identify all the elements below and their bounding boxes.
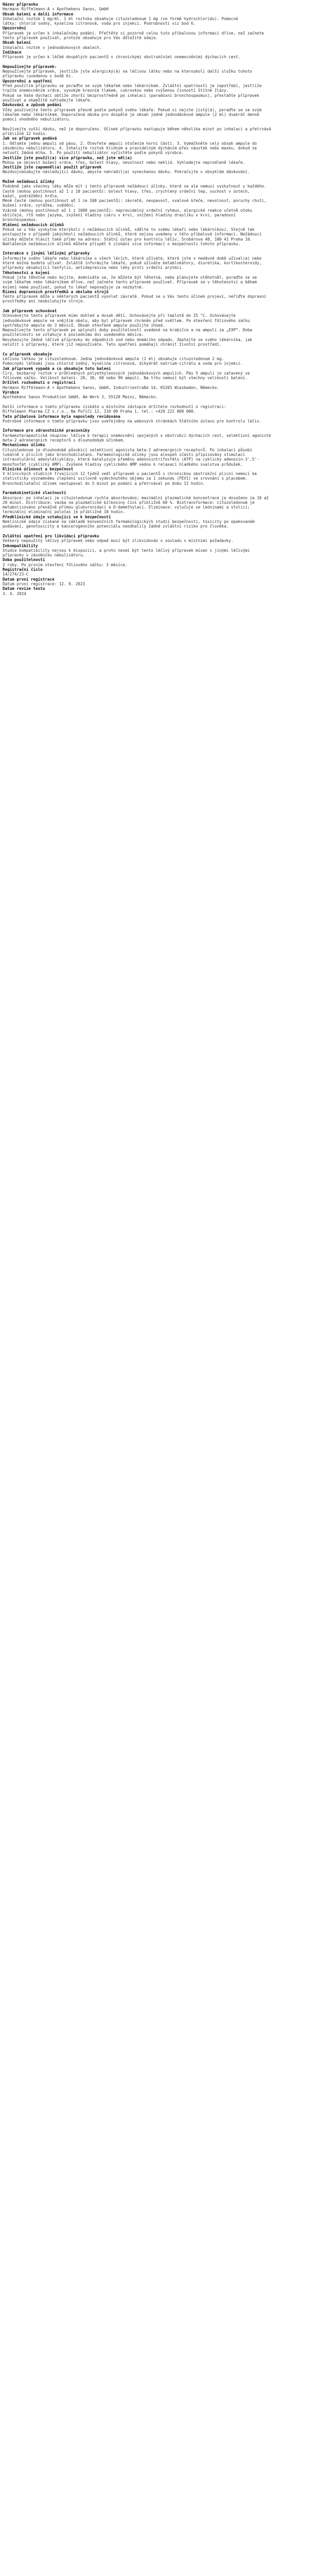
text-line: Uchovávejte tento přípravek mimo dohled a dosah dětí. Uchovávejte při teplotě do 25 °C. Uchovávejte: [3, 313, 236, 318]
blank-line: [3, 122, 306, 126]
blank-line: [3, 347, 306, 351]
text-line: jednodávkové ampule ve vnějším obalu, aby byl přípravek chráněn před světlem. Po otevření fóliového sáčku: [3, 318, 250, 323]
text-line: svým lékařem nebo lékárníkem dříve, než začnete tento přípravek používat. Přípravek se v těhotenství a během: [3, 280, 257, 285]
section-heading: Upozornění: [3, 26, 26, 31]
blank-line: [3, 246, 306, 251]
text-line: tento přípravek používat, protože obsahuje pro Vás důležité údaje.: [3, 36, 158, 41]
text-line: Před použitím přípravku se poraďte se svým lékařem nebo lékárníkem. Zvláštní opatrnosti je zapotřebí, jestliže: [3, 83, 262, 89]
leaflet-document: [0, 0, 309, 596]
text-line: Inhalační roztok 1 mg/ml. 1 ml roztoku obsahuje cituzoledonum 1 mg (ve formě hydrochloridu). Pomocné: [3, 16, 238, 21]
text-line: Hermann Riffelmann-A + Apothekens Sanos, GmbH, Industriestraße 14, 65203 Wiesbaden, Německo.: [3, 385, 219, 390]
text-line: přípravky v zásobníku nebulizátoru.: [3, 553, 85, 558]
section-heading: Zvláštní opatření pro likvidaci přípravku: [3, 533, 99, 538]
text-line: zásobníku nebulizátoru. 4. Inhalujte roztok klidným a pravidelným dýcháním přes náustek nebo masku, dokud se: [3, 145, 257, 150]
section-heading: Interakce s jinými léčivými přípravky: [3, 251, 90, 256]
text-line: Další informace o tomto přípravku získáte u místního zástupce držitele rozhodnutí o registraci:: [3, 404, 227, 409]
text-line: používat a okamžitě vyhledejte lékaře.: [3, 97, 92, 103]
text-line: monofosfát (cyklický AMP). Zvýšené hladiny cyklického AMP vedou k relaxaci hladkého svalstva průdušek.: [3, 462, 243, 467]
text-line: postupujte v případě jakýchkoli nežádoucích účinků, které nejsou uvedeny v této příbalové informaci. Nežádoucí: [3, 232, 262, 237]
blank-line: [3, 486, 306, 490]
section-heading: Upozornění a opatření: [3, 78, 53, 83]
text-line: kojení nemá používat, pokud to lékař nepovažuje za nezbytné.: [3, 284, 144, 290]
section-heading: Jak přípravek vypadá a co obsahuje toto balení: [3, 366, 111, 371]
blank-line: [3, 60, 306, 64]
section-heading: Klinická účinnost a bezpečnost: [3, 466, 74, 471]
text-line: účinky můžete hlásit také přímo na adresu: Státní ústav pro kontrolu léčiv, Šrobárova 48, 100 41 Praha 10.: [3, 236, 252, 242]
blank-line: [3, 304, 306, 309]
section-heading: Co přípravek obsahuje: [3, 351, 53, 357]
text-line: bronchospasmus.: [3, 217, 38, 223]
text-line: Pokud jste těhotná nebo kojíte, domníváte se, že můžete být těhotná, nebo plánujete otěhotnět, poraďte se se: [3, 275, 257, 280]
text-line: terminální eliminační poločas je přibližně 10 hodin.: [3, 510, 125, 515]
section-heading: Předklinické údaje vztahující se k bezpečnosti: [3, 514, 111, 519]
text-line: Nevyhazujte žádné léčivé přípravky do odpadních vod nebo domácího odpadu. Zeptejte se svého lékárníka, jak: [3, 337, 252, 342]
text-line: Tento přípravek může u některých pacientů vyvolat závratě. Pokud se u Vás tento účinek projeví, neřiďte dopravní: [3, 294, 267, 299]
section-heading: Těhotenství a kojení: [3, 270, 50, 275]
text-line: Pomocnými látkami jsou chlorid sodný, kyselina citronová, dihydrát natrium-citrátu a voda pro injekci.: [3, 361, 243, 366]
text-line: metabolizováno převážně přímou glukuronidací a O-demethylací. Eliminace: vylučuje se ledvinami a stolicí;: [3, 505, 250, 510]
text-line: bušení srdce, vyrážka, svědění.: [3, 203, 76, 208]
text-line: látky: chlorid sodný, kyselina citronová, voda pro injekci. Podrobnosti viz bod 6.: [3, 21, 196, 26]
text-line: Léčivou látkou je cituzoledonum. Jedna jednodávková ampule (2 ml) obsahuje cituzoledonum 2 mg.: [3, 356, 224, 361]
text-line: 20 minut. Distribuce: vazba na plazmatické bílkoviny činí přibližně 60 %. Biotransformace: cituzoledonum je: [3, 500, 255, 505]
text-line: Vzácné (mohou postihnout až 1 z 1000 pacientů): nepravidelný srdeční rytmus, alergické reakce včetně otoku: [3, 208, 252, 213]
text-line: Časté (mohou postihnout až 1 z 10 pacientů): bolest hlavy, třes, zrychlený srdeční tep, suchost v ústech,: [3, 189, 250, 194]
text-line: V klinických studiích trvajících 12 týdnů vedl přípravek u pacientů s chronickou obstrukční plicní nemocí ke: [3, 471, 257, 477]
text-line: netvoří žádná mlha. 5. Po použití nebulizátor vyčistěte podle pokynů výrobce.: [3, 150, 184, 156]
blank-line: [3, 529, 306, 534]
text-line: intracelulární adenylátcyklázy, která katalyzuje přeměnu adenosintrifosfátu (ATP) na cyklický adenosin-3',5'-: [3, 457, 260, 462]
text-line: statisticky významnému zlepšení usilovně vydechnutého objemu za 1 sekundu (FEV1) ve srovnání s placebem.: [3, 476, 248, 481]
section-heading: Jestliže jste použil(a) více přípravku, než jste měl(a): [3, 155, 132, 160]
text-line: Studie kompatibility nejsou k dispozici, a proto nesmí být tento léčivý přípravek mísen s jinými léčivými: [3, 548, 250, 553]
text-line: přípravku (uvedenou v bodě 6).: [3, 74, 74, 79]
section-heading: Jak se přípravek podává: [3, 136, 57, 141]
text-line: Neklinické údaje získané na základě konvenčních farmakologických studií bezpečnosti, toxicity po opakovaném: [3, 519, 255, 524]
text-line: Nezdvojnásobujte následující dávku, abyste nahradil(a) vynechanou dávku. Pokračujte v obvyklém dávkování.: [3, 170, 250, 175]
text-line: beta-2 adrenergních receptorů s dlouhodobým účinkem.: [3, 438, 125, 443]
text-line: Přípravek je určen k léčbě dospělých pacientů s chronickými obstrukčními onemocněními dýchacích cest.: [3, 55, 241, 60]
text-line: 3. 4. 2024: [3, 591, 26, 596]
section-heading: Nepoužívejte přípravek:: [3, 64, 57, 69]
blank-line: [3, 423, 306, 428]
text-line: Přípravek je určen k inhalačnímu podání. Přečtěte si pozorně celou tuto příbalovou informaci dříve, než začnete: [3, 30, 264, 36]
text-line: fóliovém sáčku. Velikost balení: 20, 30, 60 nebo 90 ampulí. Na trhu nemusí být všechny velikosti balení.: [3, 376, 248, 381]
text-line: použitelnosti se vztahuje k poslednímu dni uvedeného měsíce.: [3, 332, 144, 337]
section-heading: Tato příbalová informace byla naposledy revidována: [3, 414, 121, 419]
text-line: Neužívejte vyšší dávku, než je doporučeno. Účinek přípravku nastupuje během několika minut po inhalaci a přetrvává: [3, 126, 271, 131]
section-heading: Držitel rozhodnutí o registraci: [3, 380, 76, 385]
text-line: Podrobné informace o tomto přípravku jsou uveřejněny na webových stránkách Státního ústavu pro kontrolu léčiv.: [3, 418, 262, 423]
text-line: lokálně v plicích jako bronchodilatans. Farmakologické účinky jsou alespoň zčásti připisovány stimulaci: [3, 452, 245, 457]
text-line: Bronchodilatační účinek nastupoval do 5 minut po podání a přetrvával po dobu 12 hodin.: [3, 481, 205, 486]
section-heading: Jestliže jste zapomněl(a) použít přípravek: [3, 165, 102, 170]
text-line: Apothekens Sanos Produktion GmbH, Am Werk 3, 55120 Mainz, Německo.: [3, 395, 158, 400]
text-line: Riffelmann Pharma CZ s.r.o., Na Poříčí 12, 110 00 Praha 1, tel.: +420 222 000 000.: [3, 409, 196, 414]
text-line: přípravky obsahující teofylin, antidepresiva nebo léky proti srdeční arytmii.: [3, 265, 184, 270]
text-line: prostředky ani neobsluhujte stroje.: [3, 299, 85, 304]
text-line: Podobně jako všechny léky může mít i tento přípravek nežádoucí účinky, které se ale nemusí vyskytnout u každého.: [3, 184, 267, 189]
section-heading: Hlášení nežádoucích účinků: [3, 222, 64, 227]
section-heading: Indikace: [3, 49, 22, 55]
section-heading: Doba použitelnosti: [3, 557, 45, 563]
text-line: Pokud se u Vás vyskytne kterýkoli z nežádoucích účinků, sdělte to svému lékaři nebo lékárníkovi. Stejně tak: [3, 227, 255, 232]
text-line: Informujte svého lékaře nebo lékárníka o všech lécích, které užíváte, které jste v nedávné době užíval(a) nebo: [3, 256, 262, 261]
text-line: lékařem nebo lékárníkem. Doporučená dávka pro dospělé je obsah jedné jednodávkové ampule (2 ml) dvakrát denně: [3, 112, 260, 117]
text-line: Nahlášením nežádoucích účinků můžete přispět k získání více informací o bezpečnosti tohoto přípravku.: [3, 241, 241, 246]
section-heading: Obsah balení: [3, 40, 31, 45]
section-heading: Datum revize textu: [3, 586, 45, 591]
section-heading: Výrobce: [3, 390, 20, 395]
section-heading: Datum první registrace: [3, 577, 55, 582]
text-line: 14/274/23-C: [3, 572, 29, 577]
text-line: Nepoužívejte přípravek, jestliže jste alergický(á) na léčivou látku nebo na kteroukoli další složku tohoto: [3, 69, 252, 74]
section-heading: Inkompatibility: [3, 543, 38, 548]
section-heading: Farmakokinetické vlastnosti: [3, 490, 66, 496]
blank-line: [3, 400, 306, 404]
text-line: naložit s přípravky, které již nepoužíváte. Tato opatření pomáhají chránit životní prostředí.: [3, 342, 222, 347]
section-heading: Informace pro zdravotnické pracovníky: [3, 428, 90, 433]
text-line: Absorpce: po inhalaci je cituzoledonum rychle absorbováno; maximální plazmatické koncentrace je dosaženo za 10 až: [3, 495, 269, 500]
section-heading: Mechanismus účinku: [3, 443, 45, 448]
text-line: Mohou se objevit bušení srdce, třes, bolest hlavy, nevolnost nebo neklid. Vyhledejte neprodleně lékaře.: [3, 160, 245, 165]
text-line: Hermann Riffelmann-A + Apothekens Sanos, GmbH: [3, 7, 109, 12]
text-line: 2 roky. Po prvním otevření fóliového sáčku: 3 měsíce.: [3, 562, 128, 567]
text-line: Veškerý nepoužitý léčivý přípravek nebo odpad musí být zlikvidován v souladu s místními požadavky.: [3, 538, 234, 544]
text-line: Vždy používejte tento přípravek přesně podle pokynů svého lékaře. Pokud si nejste jistý(á), poraďte se se svým: [3, 107, 262, 112]
text-line: spotřebujte ampule do 3 měsíců. Obsah otevřené ampule použijte ihned.: [3, 323, 165, 328]
text-line: obličeje, rtů nebo jazyka, zvýšení hladiny cukru v krvi, snížení hladiny draslíku v krvi, paradoxní: [3, 213, 236, 218]
section-heading: Řízení dopravních prostředků a obsluha strojů: [3, 289, 109, 294]
text-line: Méně časté (mohou postihnout až 1 ze 100 pacientů): závratě, nespavost, svalové křeče, nevolnost, poruchy chuti,: [3, 198, 267, 204]
text-line: přibližně 12 hodin.: [3, 131, 47, 137]
text-line: Inhalační roztok v jednodávkových obalech.: [3, 45, 102, 50]
text-line: 1. Odlomte jednu ampuli od pásu. 2. Otevřete ampuli otočením horní části. 3. Vymáčkněte celý obsah ampule do: [3, 141, 257, 146]
section-heading: Možné nežádoucí účinky: [3, 179, 55, 184]
section-heading: Obsah balení a další informace: [3, 11, 74, 16]
text-line: kašel, podráždění hrdla.: [3, 193, 59, 198]
section-heading: Název přípravku: [3, 2, 38, 7]
blank-line: [3, 175, 306, 179]
section-heading: Jak přípravek uchovávat: [3, 309, 57, 313]
text-line: Pokud se Vaše dýchací obtíže zhorší bezprostředně po inhalaci (paradoxní bronchospasmus), přestaňte přípravek: [3, 93, 260, 98]
text-line: Čirý, bezbarvý roztok v průhledných polyethylenových jednodávkových ampulích. Pás 5 ampulí je zatavený ve: [3, 370, 250, 376]
text-line: trpíte onemocněním srdce, vysokým krevním tlakem, cukrovkou nebo zvýšenou činností štítné žlázy.: [3, 88, 229, 93]
section-heading: Registrační číslo: [3, 567, 43, 572]
text-line: podávání, genotoxicity a kancerogenního potenciálu neodhalily žádné zvláštní riziko pro člověka.: [3, 524, 229, 529]
section-heading: Dávkování a způsob podání: [3, 103, 62, 108]
text-line: které možná budete užívat. Zvláště informujte lékaře, pokud užíváte betablokátory, diuretika, kortikosteroidy,: [3, 261, 262, 266]
text-line: pomocí vhodného nebulizátoru.: [3, 117, 71, 122]
text-line: Cituzoledonum je dlouhodobě působící selektivní agonista beta-2 adrenergních receptorů. Po inhalaci působí: [3, 447, 252, 452]
text-line: Nepoužívejte tento přípravek po uplynutí doby použitelnosti uvedené na krabičce a na ampuli za „EXP“. Doba: [3, 328, 252, 333]
text-line: Datum první registrace: 12. 9. 2023: [3, 581, 85, 586]
text-line: Farmakoterapeutická skupina: léčiva k terapii onemocnění spojených s obstrukcí dýchacích cest, selektivní agonisté: [3, 433, 271, 438]
